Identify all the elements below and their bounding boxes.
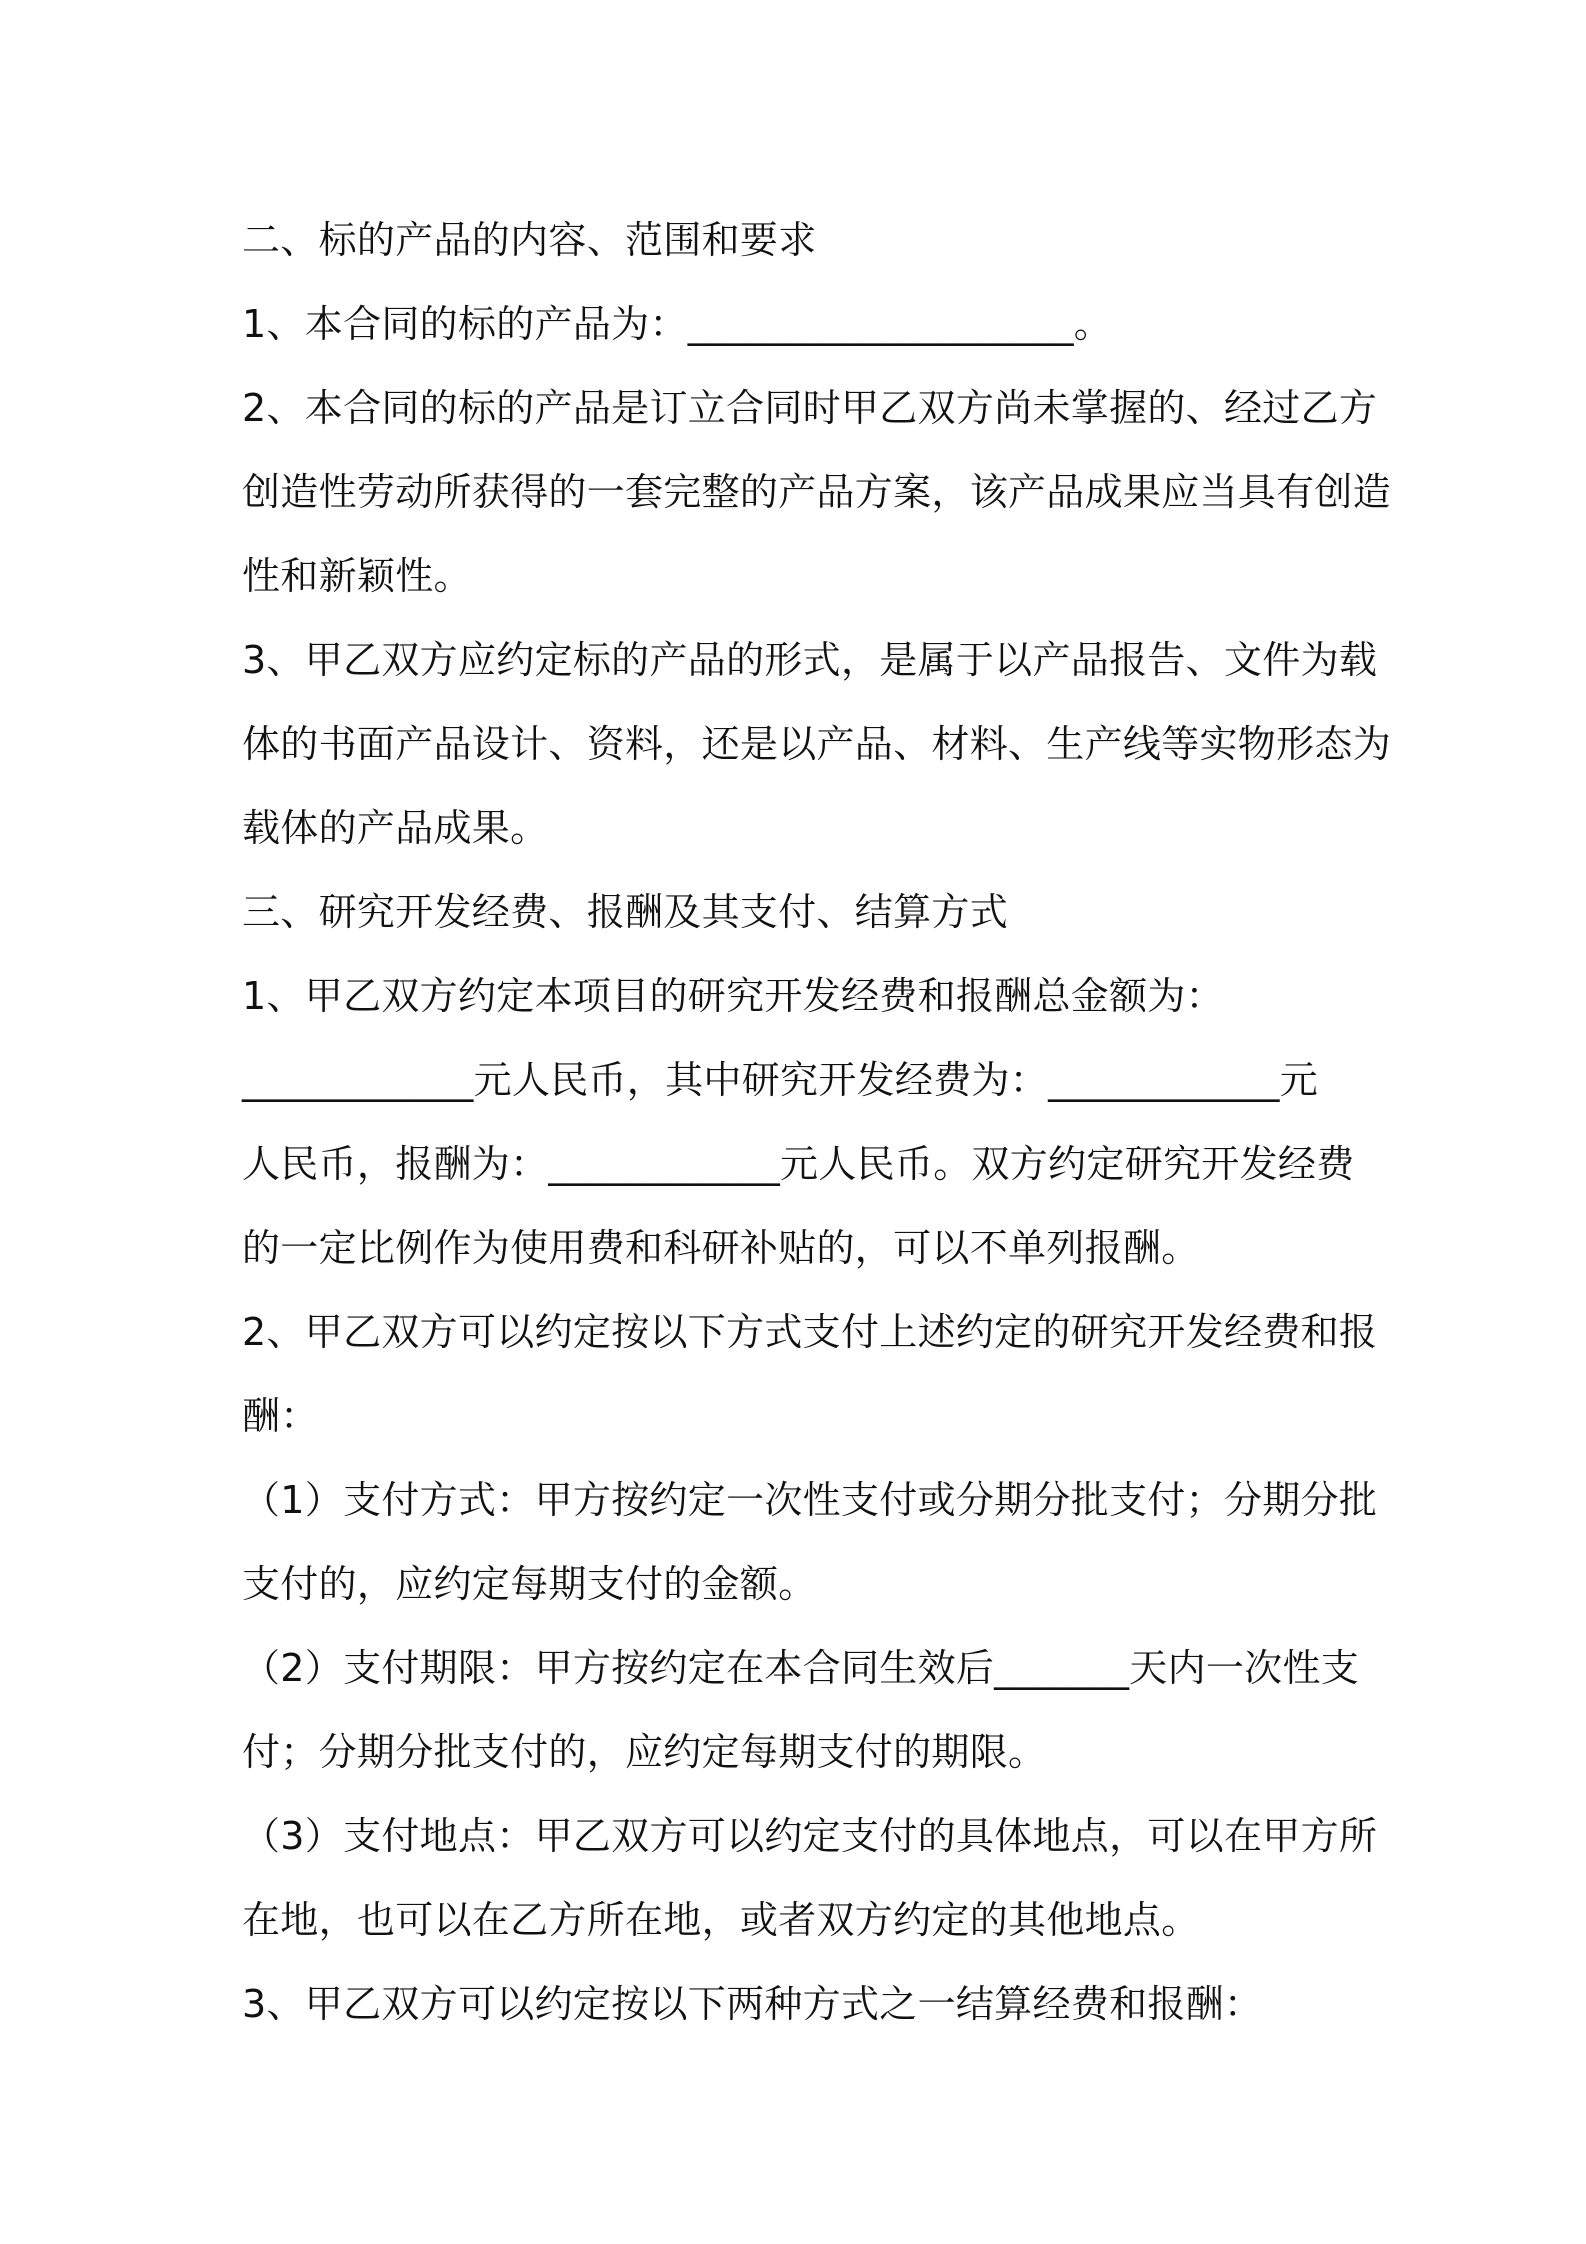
clause-2-3-line-3: 载体的产品成果。 — [242, 806, 549, 850]
payment-place-line-1: （3）支付地点：甲乙双方可以约定支付的具体地点，可以在甲方所 — [242, 1814, 1378, 1858]
clause-2-2-line-3: 性和新颖性。 — [242, 554, 472, 598]
clause-2-3-line-2: 体的书面产品设计、资料，还是以产品、材料、生产线等实物形态为 — [242, 722, 1392, 766]
section-heading-2: 二、标的产品的内容、范围和要求 — [242, 218, 817, 262]
payment-term-line-2: 付；分期分批支付的，应约定每期支付的期限。 — [242, 1730, 1047, 1774]
clause-3-2-line-1: 2、甲乙双方可以约定按以下方式支付上述约定的研究开发经费和报 — [242, 1310, 1378, 1354]
clause-2-2-line-1: 2、本合同的标的产品是订立合同时甲乙双方尚未掌握的、经过乙方 — [242, 386, 1378, 430]
clause-3-1-line-4: 的一定比例作为使用费和科研补贴的，可以不单列报酬。 — [242, 1226, 1200, 1270]
contract-text — [242, 198, 1392, 2046]
payment-term-line-1: （2）支付期限：甲方按约定在本合同生效后_______天内一次性支 — [242, 1646, 1360, 1690]
clause-2-1: 1、本合同的标的产品为：____________________。 — [242, 302, 1113, 346]
clause-3-3: 3、甲乙双方可以约定按以下两种方式之一结算经费和报酬： — [242, 1982, 1263, 2026]
section-heading-3: 三、研究开发经费、报酬及其支付、结算方式 — [242, 890, 1009, 934]
clause-2-3-line-1: 3、甲乙双方应约定标的产品的形式，是属于以产品报告、文件为载 — [242, 638, 1378, 682]
payment-place-line-2: 在地，也可以在乙方所在地，或者双方约定的其他地点。 — [242, 1898, 1200, 1942]
clause-3-1-line-2: ____________元人民币，其中研究开发经费为：____________元 — [242, 1058, 1319, 1102]
payment-method-line-2: 支付的，应约定每期支付的金额。 — [242, 1562, 817, 1606]
payment-method-line-1: （1）支付方式：甲方按约定一次性支付或分期分批支付；分期分批 — [242, 1478, 1378, 1522]
clause-3-1-line-1: 1、甲乙双方约定本项目的研究开发经费和报酬总金额为： — [242, 974, 1224, 1018]
clause-2-2-line-2: 创造性劳动所获得的一套完整的产品方案，该产品成果应当具有创造 — [242, 470, 1392, 514]
clause-3-2-line-2: 酬： — [242, 1394, 319, 1438]
clause-3-1-line-3: 人民币，报酬为：____________元人民币。双方约定研究开发经费 — [242, 1142, 1355, 1186]
